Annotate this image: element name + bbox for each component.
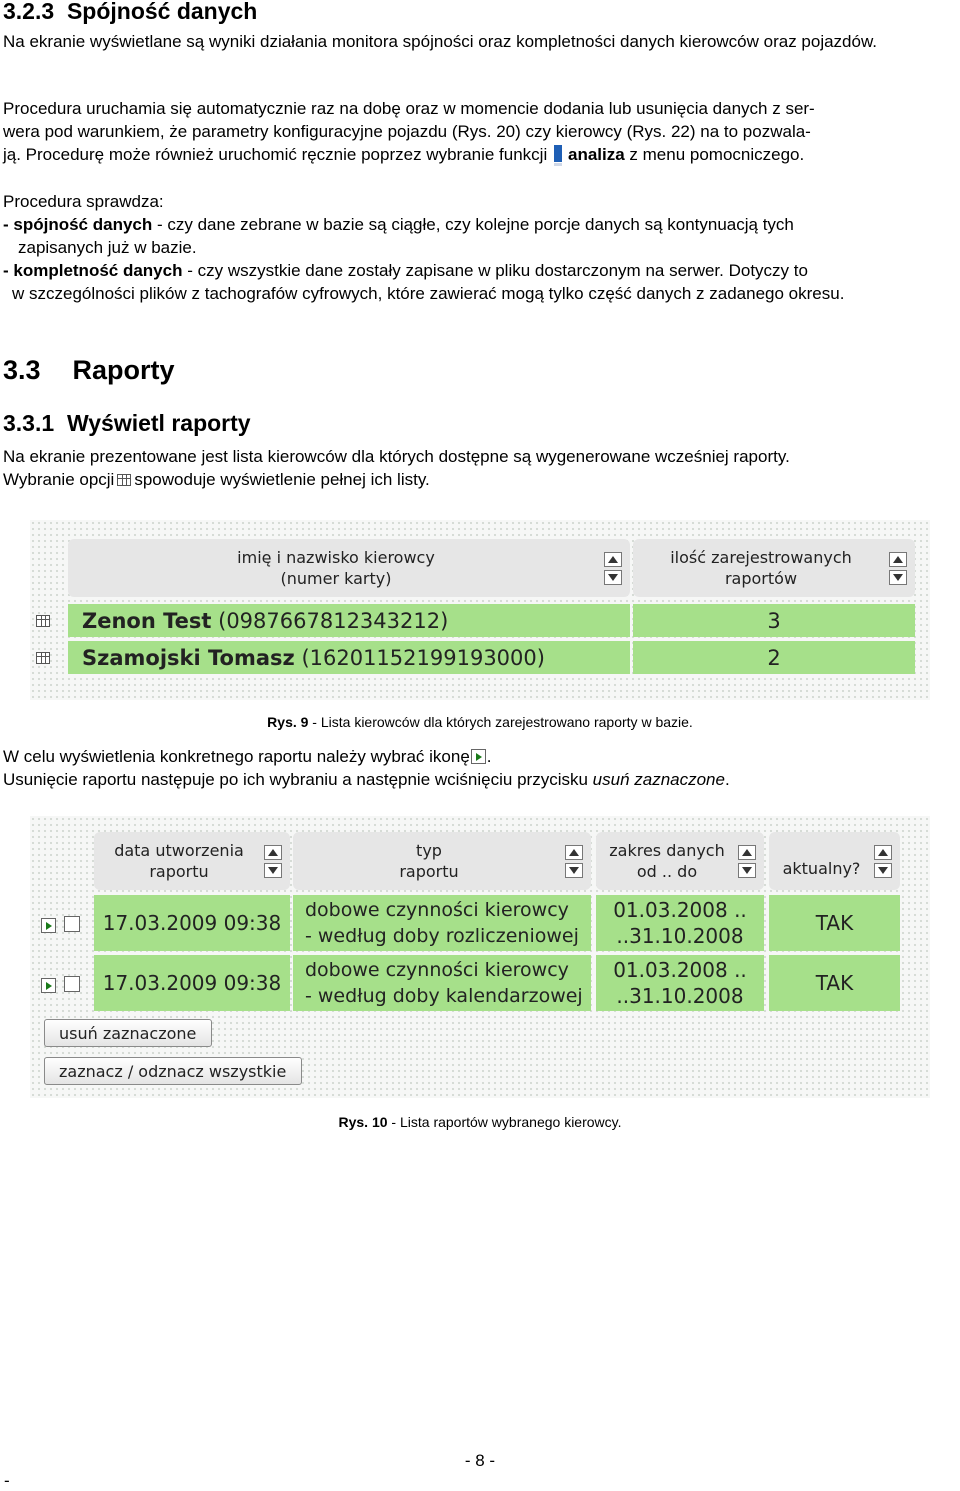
list-item bbox=[3, 213, 958, 236]
section-number: 3.3.1 bbox=[3, 410, 55, 436]
text-span: . bbox=[486, 747, 492, 766]
sort-controls bbox=[565, 845, 583, 878]
sort-asc-button[interactable] bbox=[565, 845, 583, 860]
date-range bbox=[596, 895, 764, 951]
date-range bbox=[596, 955, 764, 1011]
header-line: typ bbox=[416, 841, 442, 860]
text-line: wera pod warunkiem, że parametry konfiguracyjne pojazdu (Rys. 20) czy kierowcy (Rys. 22) na to pozwala- bbox=[3, 122, 811, 141]
report-type bbox=[293, 895, 591, 951]
analiza-term: analiza bbox=[567, 145, 625, 164]
sort-asc-button[interactable] bbox=[874, 845, 892, 860]
text-line bbox=[3, 143, 958, 166]
paragraph-line bbox=[3, 745, 492, 768]
text-span: Usunięcie raportu następuje po ich wybraniu a następnie wciśnięciu przycisku bbox=[3, 770, 593, 789]
paragraph: Na ekranie prezentowane jest lista kierowców dla których dostępne są wygenerowane wcześniej raporty. bbox=[3, 447, 790, 466]
header-label bbox=[633, 547, 889, 589]
sort-controls bbox=[889, 552, 907, 585]
header-label bbox=[596, 840, 738, 882]
text-span: . bbox=[724, 770, 730, 789]
type-line: - według doby rozliczeniowej bbox=[305, 925, 579, 947]
analysis-icon bbox=[554, 145, 562, 162]
arrow-down-icon bbox=[893, 574, 903, 581]
is-current: TAK bbox=[769, 895, 900, 951]
arrow-up-icon bbox=[268, 849, 278, 856]
paragraph: Na ekranie wyświetlane są wyniki działania monitora spójności oraz kompletności danych kierowców oraz pojazdów. bbox=[3, 32, 878, 51]
sort-asc-button[interactable] bbox=[264, 845, 282, 860]
arrow-up-icon bbox=[878, 849, 888, 856]
header-line: ilość zarejestrowanych bbox=[670, 548, 852, 567]
text-line: Procedura uruchamia się automatycznie raz na dobę oraz w momencie dodania lub usunięcia danych z ser- bbox=[3, 99, 815, 118]
caption-text: - Lista kierowców dla których zarejestrowano raporty w bazie. bbox=[308, 714, 693, 730]
driver-name: Szamojski Tomasz bbox=[82, 645, 295, 670]
section-title: Wyświetl raporty bbox=[66, 410, 251, 436]
footer-mark: - bbox=[4, 1471, 10, 1490]
header-label bbox=[94, 840, 264, 882]
caption-label: Rys. 10 bbox=[338, 1114, 388, 1130]
column-header-type bbox=[293, 832, 591, 890]
table-row-driver[interactable] bbox=[68, 641, 630, 674]
report-count: 3 bbox=[633, 604, 915, 637]
card-number: (16201152199193000) bbox=[301, 645, 545, 670]
arrow-down-icon bbox=[742, 867, 752, 874]
sort-desc-button[interactable] bbox=[264, 863, 282, 878]
play-icon bbox=[471, 749, 486, 764]
paragraph-line bbox=[3, 468, 430, 491]
sort-controls bbox=[874, 845, 892, 878]
header-line: raportu bbox=[149, 862, 209, 881]
section-title: Raporty bbox=[72, 355, 175, 385]
text-span: spowoduje wyświetlenie pełnej ich listy. bbox=[134, 470, 430, 489]
list-item bbox=[3, 259, 958, 282]
caption-text: - Lista raportów wybranego kierowcy. bbox=[387, 1114, 622, 1130]
table-icon[interactable] bbox=[36, 615, 50, 627]
header-label bbox=[769, 844, 874, 879]
sort-asc-button[interactable] bbox=[889, 552, 907, 567]
header-line: imię i nazwisko kierowcy bbox=[237, 548, 435, 567]
text-span: Wybranie opcji bbox=[3, 470, 115, 489]
sort-controls bbox=[738, 845, 756, 878]
sort-desc-button[interactable] bbox=[565, 863, 583, 878]
paragraph-line bbox=[3, 768, 730, 791]
driver-name: Zenon Test bbox=[82, 608, 212, 633]
arrow-up-icon bbox=[742, 849, 752, 856]
header-line: data utworzenia bbox=[114, 841, 244, 860]
sort-desc-button[interactable] bbox=[604, 570, 622, 585]
section-heading-3-3 bbox=[3, 355, 175, 386]
column-header-created bbox=[94, 832, 290, 890]
procedure-intro: Procedura sprawdza: bbox=[3, 192, 164, 211]
sort-controls bbox=[264, 845, 282, 878]
type-line: dobowe czynności kierowcy bbox=[305, 959, 569, 981]
table-icon bbox=[117, 474, 131, 486]
list-item-continuation: w szczególności plików z tachografów cyfrowych, które zawierać mogą tylko część danych z zadanego okresu. bbox=[12, 284, 845, 303]
sort-controls bbox=[604, 552, 622, 585]
delete-selected-button[interactable]: usuń zaznaczone bbox=[44, 1019, 212, 1047]
text-span: - czy wszystkie dane zostały zapisane w pliku dostarczonym na serwer. Dotyczy to bbox=[182, 261, 808, 280]
text-span: ją. Procedurę może również uruchomić ręcznie poprzez wybranie funkcji bbox=[3, 145, 548, 164]
view-report-icon[interactable] bbox=[41, 978, 56, 993]
figure-caption bbox=[0, 714, 960, 730]
figure-caption bbox=[0, 1114, 960, 1130]
range-line: ..31.10.2008 bbox=[616, 924, 744, 948]
arrow-up-icon bbox=[893, 556, 903, 563]
driver-cell bbox=[68, 646, 545, 670]
header-line: (numer karty) bbox=[280, 569, 392, 588]
arrow-down-icon bbox=[608, 574, 618, 581]
type-line: dobowe czynności kierowcy bbox=[305, 899, 569, 921]
created-date: 17.03.2009 09:38 bbox=[94, 895, 290, 951]
range-line: 01.03.2008 .. bbox=[613, 958, 747, 982]
column-header-current bbox=[769, 832, 900, 890]
column-header-range bbox=[596, 832, 764, 890]
term: - spójność danych bbox=[3, 215, 153, 234]
type-line: - według doby kalendarzowej bbox=[305, 985, 583, 1007]
sort-desc-button[interactable] bbox=[738, 863, 756, 878]
created-date: 17.03.2009 09:38 bbox=[94, 955, 290, 1011]
header-line: zakres danych bbox=[609, 841, 725, 860]
page-number: - 8 - bbox=[464, 1451, 496, 1470]
section-heading-3-2-3 bbox=[3, 0, 257, 25]
column-header-driver bbox=[68, 539, 630, 597]
section-number: 3.2.3 bbox=[3, 0, 55, 24]
card-number: (0987667812343212) bbox=[218, 608, 449, 633]
sort-desc-button[interactable] bbox=[874, 863, 892, 878]
sort-asc-button[interactable] bbox=[604, 552, 622, 567]
arrow-down-icon bbox=[878, 867, 888, 874]
section-title: Spójność danych bbox=[66, 0, 258, 24]
arrow-up-icon bbox=[569, 849, 579, 856]
paragraph-procedure bbox=[3, 97, 958, 166]
is-current: TAK bbox=[769, 955, 900, 1011]
header-line: aktualny? bbox=[782, 858, 861, 878]
section-number: 3.3 bbox=[3, 355, 41, 385]
toggle-all-button[interactable]: zaznacz / odznacz wszystkie bbox=[44, 1057, 302, 1085]
text-span: W celu wyświetlenia konkretnego raportu należy wybrać ikonę bbox=[3, 747, 470, 766]
caption-label: Rys. 9 bbox=[267, 714, 309, 730]
sort-desc-button[interactable] bbox=[889, 570, 907, 585]
list-item-continuation: zapisanych już w bazie. bbox=[18, 238, 197, 257]
header-line: raportów bbox=[724, 569, 798, 588]
view-report-icon[interactable] bbox=[41, 918, 56, 933]
header-label bbox=[293, 840, 565, 882]
row-checkbox[interactable] bbox=[64, 976, 80, 992]
text-span: z menu pomocniczego. bbox=[624, 145, 805, 164]
range-line: ..31.10.2008 bbox=[616, 984, 744, 1008]
section-heading-3-3-1 bbox=[3, 410, 251, 437]
header-line: raportu bbox=[399, 862, 459, 881]
text-span: - czy dane zebrane w bazie są ciągłe, czy kolejne porcje danych są kontynuacją tych bbox=[152, 215, 794, 234]
report-type bbox=[293, 955, 591, 1011]
row-checkbox[interactable] bbox=[64, 916, 80, 932]
button-reference: usuń zaznaczone bbox=[592, 770, 725, 789]
driver-cell bbox=[68, 609, 448, 633]
arrow-up-icon bbox=[608, 556, 618, 563]
header-line: od .. do bbox=[636, 862, 698, 881]
table-icon[interactable] bbox=[36, 652, 50, 664]
term: - kompletność danych bbox=[3, 261, 183, 280]
arrow-down-icon bbox=[569, 867, 579, 874]
header-label bbox=[68, 547, 604, 589]
sort-asc-button[interactable] bbox=[738, 845, 756, 860]
report-count: 2 bbox=[633, 641, 915, 674]
arrow-down-icon bbox=[268, 867, 278, 874]
range-line: 01.03.2008 .. bbox=[613, 898, 747, 922]
table-row-driver[interactable] bbox=[68, 604, 630, 637]
column-header-report-count bbox=[633, 539, 915, 597]
